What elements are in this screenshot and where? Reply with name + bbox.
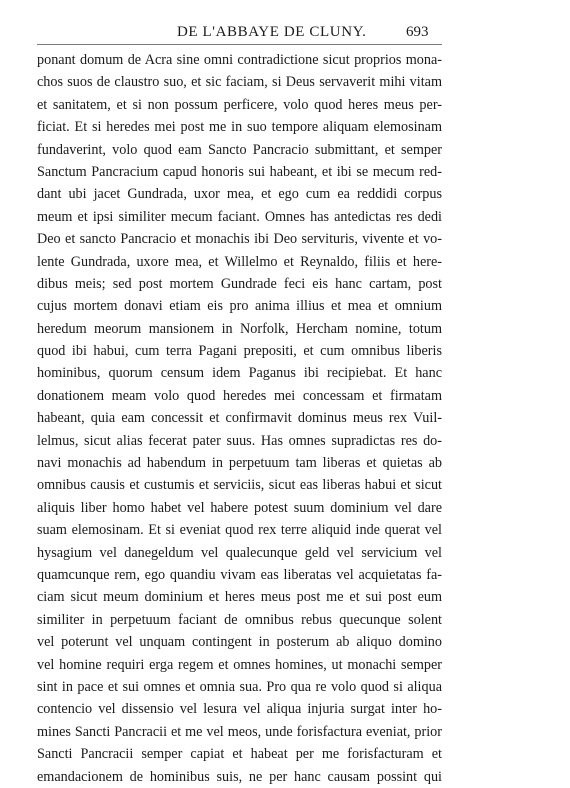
header-rule (37, 44, 442, 45)
text-line: ponant domum de Acra sine omni contradictione sicut proprios mona- (37, 52, 442, 68)
text-line: emandacionem de hominibus suis, ne per hanc causam possint qui (37, 768, 442, 785)
text-line: dibus meis; sed post mortem Gundrade feci eis hanc cartam, post (37, 275, 442, 292)
text-line: meum et ipsi similiter mecum faciant. Omnes has antedictas res dedi (37, 208, 442, 225)
text-line: chos suos de claustro suo, et sic faciam, si Deus servaverit mihi vitam (37, 74, 442, 91)
text-line: heredum meorum mansionem in Norfolk, Hercham nomine, totum (37, 320, 442, 337)
text-line: similiter in perpetuum faciant de omnibus rebus quecunque solent (37, 611, 442, 628)
text-line: ciam sicut meum dominium et heres meus post me et sui post eum (37, 589, 442, 606)
text-line: hysagium vel danegeldum vel qualecunque geld vel servicium vel (37, 544, 442, 561)
text-line: fundaverint, volo quod eam Sancto Pancracio submittant, et semper (37, 141, 442, 158)
text-line: Sancti Pancracii semper capiat et habeat per me forisfacturam et (37, 746, 442, 763)
body-text (37, 49, 442, 788)
text-line: ficiat. Et si heredes mei post me in suo tempore aliquam elemosinam (37, 119, 442, 136)
text-line: donationem meam volo quod heredes mei concessam et firmatam (37, 387, 442, 404)
running-title: DE L'ABBAYE DE CLUNY. (177, 24, 367, 40)
text-line: sint in pace et sui omnes et omnia sua. Pro qua re volo quod si aliqua (37, 678, 442, 695)
text-line: quod ibi habui, cum terra Pagani prepositi, et cum omnibus liberis (37, 343, 442, 360)
text-line: vel poterunt vel unquam contingent in posterum ab aliquo domino (37, 634, 442, 651)
text-line: mines Sancti Pancracii et me vel meos, unde forisfactura eveniat, prior (37, 723, 442, 740)
text-line: suam elemosinam. Et si eveniat quod rex terre aliquid inde querat vel (37, 522, 442, 539)
text-line: Deo et sancto Pancracio et monachis ibi Deo servituris, vivente et vo- (37, 231, 442, 248)
text-line: navi monachis ad habendum in perpetuum tam liberas et quietas ab (37, 455, 442, 472)
running-head (37, 24, 437, 46)
text-line: aliquis liber homo habet vel habere potest suum dominium vel dare (37, 499, 442, 516)
text-line: Sanctum Pancracium capud honoris sui habeant, et ibi se mecum red- (37, 163, 442, 180)
page-number: 693 (406, 24, 429, 40)
text-line: et sanitatem, et si non possum perficere, volo quod heres meus per- (37, 96, 442, 113)
text-line: dant ubi jacet Gundrada, uxor mea, et ego cum ea reddidi corpus (37, 186, 442, 203)
text-line: cujus mortem donavi etiam eis pro anima illius et mea et omnium (37, 298, 442, 315)
text-line: lente Gundrada, uxore mea, et Willelmo et Reynaldo, filiis et here- (37, 253, 442, 270)
text-line: omnibus causis et custumis et serviciis, sicut eas liberas habui et sicut (37, 477, 442, 494)
text-line: vel homine requiri erga regem et omnes homines, ut monachi semper (37, 656, 442, 673)
text-line: lelmus, sicut alias fecerat pater suus. Has omnes supradictas res do- (37, 432, 442, 449)
text-line: contencio vel dissensio vel lesura vel aliqua injuria surgat inter ho- (37, 701, 442, 718)
text-line: hominibus, quorum censum idem Paganus ibi recipiebat. Et hanc (37, 365, 442, 382)
text-line: habeant, quia eam concessit et confirmavit dominus meus rex Vuil- (37, 410, 442, 427)
text-line: quamcunque rem, ego quandiu vivam eas liberatas vel acquietatas fa- (37, 566, 442, 583)
